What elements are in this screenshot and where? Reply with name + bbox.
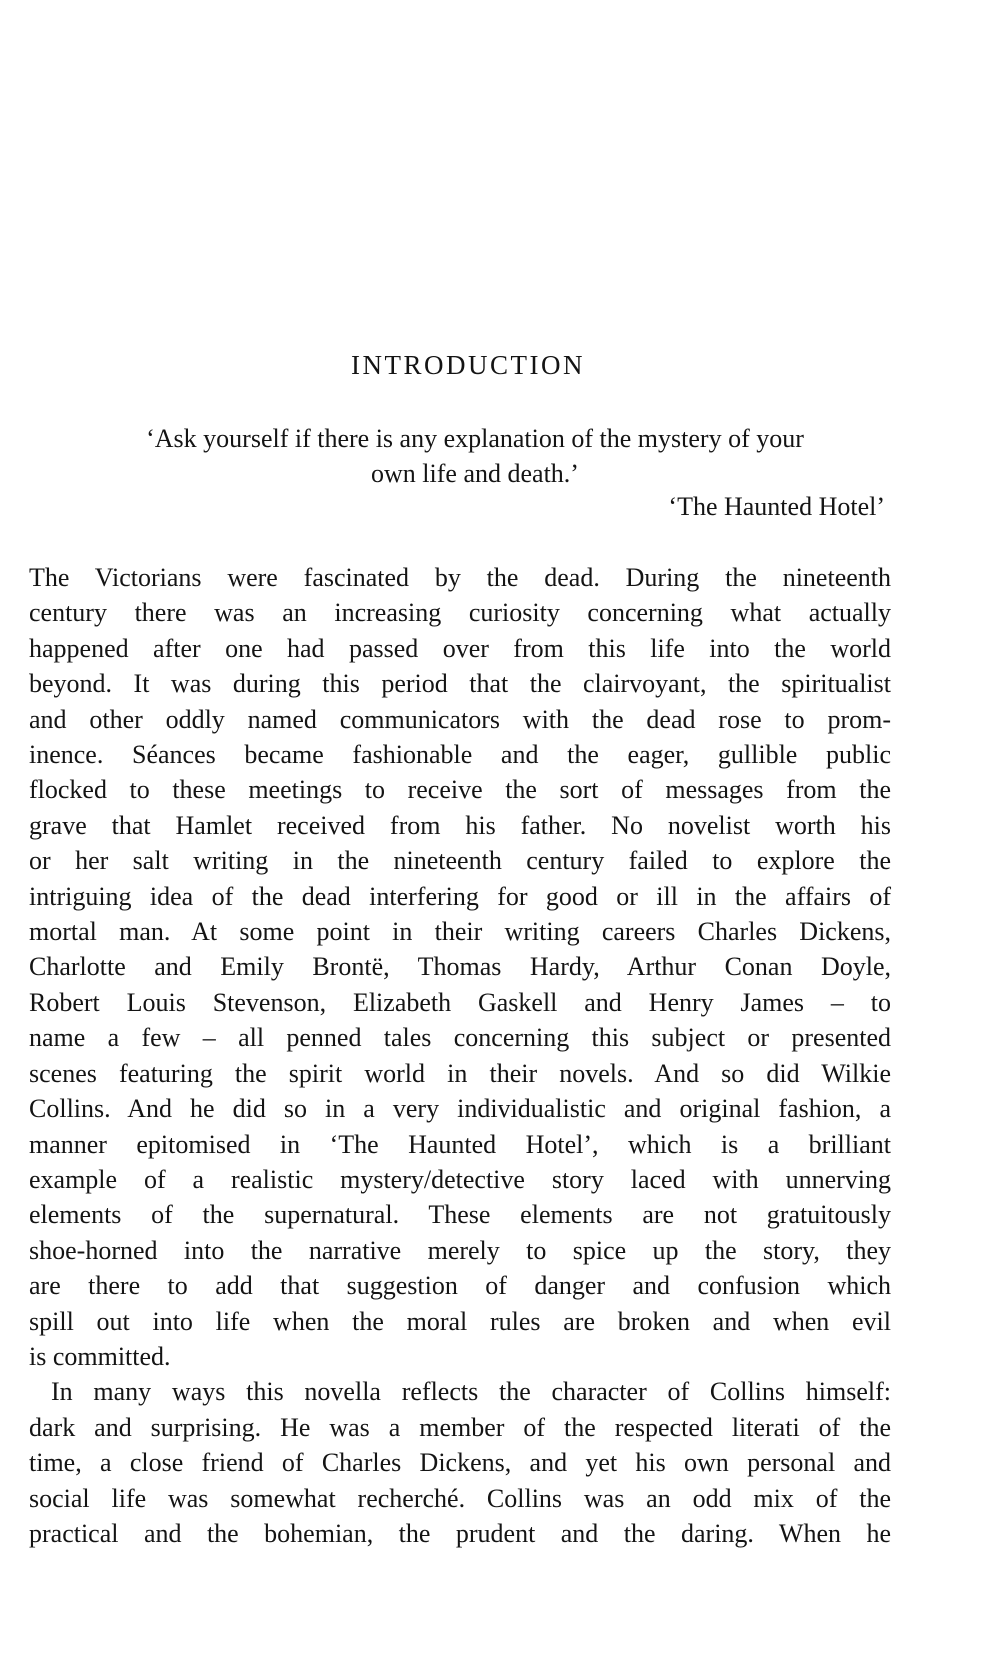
text-line: flocked to these meetings to receive the sort of messages from the (29, 775, 891, 805)
text-line: scenes featuring the spirit world in their novels. And so did Wilkie (29, 1058, 891, 1088)
text-line: elements of the supernatural. These elements are not gratuitously (29, 1200, 891, 1230)
text-line: happened after one had passed over from this life into the world (29, 633, 891, 663)
text-line: grave that Hamlet received from his father. No novelist worth his (29, 810, 891, 840)
text-line: is committed. (29, 1341, 171, 1371)
epigraph-source: ‘The Haunted Hotel’ (668, 492, 885, 521)
text-line: Collins. And he did so in a very individualistic and original fashion, a (29, 1094, 891, 1124)
text-line: dark and surprising. He was a member of the respected literati of the (29, 1412, 891, 1442)
epigraph-quote-line-2: own life and death.’ (371, 459, 579, 488)
text-line: Robert Louis Stevenson, Elizabeth Gaskell and Henry James – to (29, 987, 891, 1017)
text-line: In many ways this novella reflects the character of Collins himself: (51, 1377, 891, 1407)
text-line: century there was an increasing curiosity concerning what actually (29, 598, 891, 628)
text-line: example of a realistic mystery/detective story laced with unnerving (29, 1164, 891, 1194)
text-line: and other oddly named communicators with the dead rose to prom- (29, 704, 891, 734)
paragraph-2 (29, 1374, 891, 1551)
epigraph (60, 421, 890, 491)
text-line: mortal man. At some point in their writing careers Charles Dickens, (29, 917, 891, 947)
text-line: are there to add that suggestion of danger and confusion which (29, 1271, 891, 1301)
text-line: spill out into life when the moral rules are broken and when evil (29, 1306, 891, 1336)
text-line: or her salt writing in the nineteenth century failed to explore the (29, 846, 891, 876)
text-line: intriguing idea of the dead interfering for good or ill in the affairs of (29, 881, 891, 911)
text-line: The Victorians were fascinated by the dead. During the nineteenth (29, 563, 891, 592)
epigraph-quote-line-1: ‘Ask yourself if there is any explanation of the mystery of your (146, 424, 804, 453)
paragraph-1 (29, 560, 891, 1374)
text-line: Charlotte and Emily Brontë, Thomas Hardy, Arthur Conan Doyle, (29, 952, 891, 982)
chapter-heading: INTRODUCTION (351, 350, 585, 380)
text-line: time, a close friend of Charles Dickens, and yet his own personal and (29, 1448, 891, 1478)
body-text (29, 560, 891, 1551)
text-line: social life was somewhat recherché. Collins was an odd mix of the (29, 1483, 891, 1513)
text-line: inence. Séances became fashionable and the eager, gullible public (29, 740, 891, 770)
text-line: name a few – all penned tales concerning this subject or presented (29, 1023, 891, 1053)
text-line: beyond. It was during this period that the clairvoyant, the spiritualist (29, 669, 891, 699)
text-line: shoe-horned into the narrative merely to spice up the story, they (29, 1235, 891, 1265)
text-line: practical and the bohemian, the prudent and the daring. When he (29, 1518, 891, 1548)
text-line: manner epitomised in ‘The Haunted Hotel’, which is a brilliant (29, 1129, 891, 1159)
